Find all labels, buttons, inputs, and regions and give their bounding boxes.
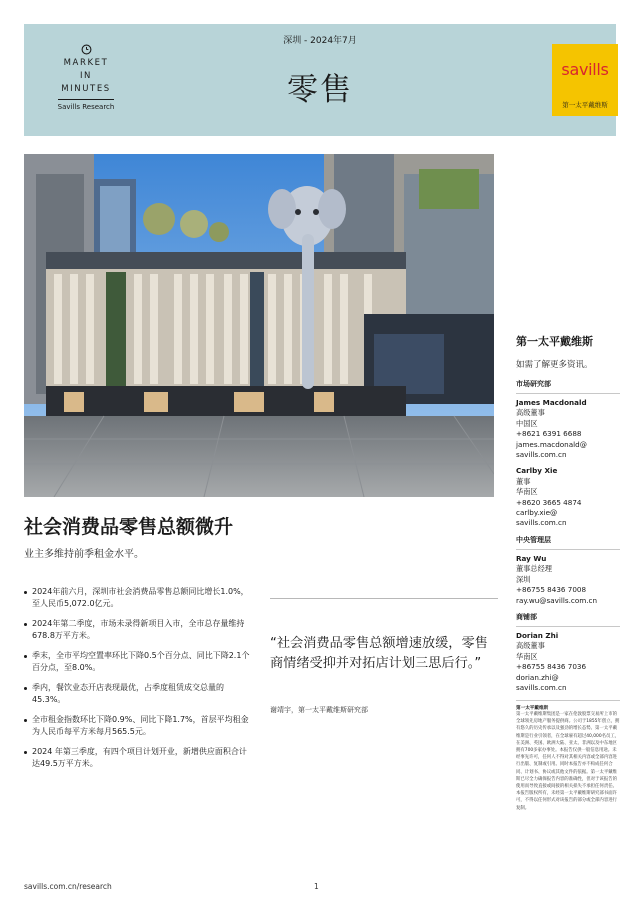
contact-phone[interactable]: +8621 6391 6688 [516,429,582,439]
contact-phone[interactable]: +8620 3665 4874 [516,497,582,507]
contact-email[interactable]: carlby.xie@ [516,508,558,518]
contact-region: 深圳 [516,574,531,584]
dept-retail: 商铺部 [516,612,620,627]
contact-name: James Macdonald [516,398,587,407]
contact-title: 高级董事 [516,408,545,418]
disclaimer-title: 第一太平戴维斯 [516,706,549,711]
report-title: 零售 [287,72,353,108]
dept-research: 市场研究部 [516,379,620,394]
page-number: 1 [314,882,319,891]
contact-phone[interactable]: +86755 8436 7036 [516,662,587,672]
contacts-sidebar [516,333,620,699]
savills-wordmark: savills [561,60,609,79]
dept-management: 中央管理层 [516,535,620,550]
logo-subtitle: Savills Research [57,103,115,111]
contact-email-domain[interactable]: savills.com.cn [516,518,567,528]
headline: 社会消费品零售总额微升 [24,516,234,538]
contacts-brand: 第一太平戴维斯 [516,335,593,348]
hero-photo [24,154,494,497]
disclaimer-text: 第一太平戴维斯集团是一家在伦敦股票交易所上市的全球领先房地产服务提供商。公司于1855年创立，拥有悠久的历史传承以及强劲的增长态势。第一太平戴维斯是行业引领者，在全球雇有超过40,000名员工，在美洲、英国、欧洲大陆、亚太、非洲以及中东地区拥有700多家办事处。本报告仅供一般信息用途。未经事先许可，任何人不得对其相关内容或全部内容进行出版、复制或引用。同时本报告亦不构成任何合同、计划书、协议或其他文件的依据。第一太平戴维斯已尽全力确保报告内容的准确性，但对于该报告的使用而导致直接或间接的相关损失不承担任何责任。本报告版权所有，未经第一太平戴维斯研究部书面许可，不得以任何形式对该报告的部分或全部内容进行复制。 [516,712,620,811]
subheadline: 业主多维持前季租金水平。 [24,549,144,560]
savills-cn-name: 第一太平戴维斯 [562,101,608,109]
contact-region: 中国区 [516,418,538,428]
contact-name: Carlby Xie [516,466,558,476]
contact-title: 董事总经理 [516,564,552,574]
contact-email[interactable]: dorian.zhi@ [516,672,559,682]
contact-region: 华南区 [516,651,538,661]
contact-email-domain[interactable]: savills.com.cn [516,450,567,460]
contact-email[interactable]: ray.wu@savills.com.cn [516,595,598,605]
contact-james-macdonald [516,398,620,460]
quote-attribution: 谢靖宇，第一太平戴维斯研究部 [270,706,368,714]
contact-title: 董事 [516,476,531,486]
bullet-item: 2024年第二季度，市场未录得新项目入市，全市总存量维持678.8万平方米。 [24,618,252,642]
more-info-text: 如需了解更多资讯。 [516,360,593,370]
bullet-item: 季末，全市平均空置率环比下降0.5个百分点、同比下降2.1个百分点，至8.0%。 [24,650,252,674]
bullet-item: 全市租金指数环比下降0.9%、同比下降1.7%，首层平均租金为人民币每平方米每月565.5元。 [24,714,252,738]
contact-phone[interactable]: +86755 8436 7008 [516,585,587,595]
bullet-item: 季内，餐饮业态开店表现最优，占季度租赁成交总量的45.3%。 [24,682,252,706]
page-footer [24,882,616,896]
location-date: 深圳 - 2024年7月 [283,36,357,46]
header-band [24,24,616,136]
footer-url[interactable]: savills.com.cn/research [24,882,112,891]
contact-region: 华南区 [516,487,538,497]
key-points-list [24,586,252,778]
contact-dorian-zhi [516,631,620,693]
contact-email-domain[interactable]: savills.com.cn [516,682,567,692]
mall-building-illustration [24,154,494,497]
pull-quote: “社会消费品零售总额增速放缓，零售商情绪受抑并对拓店计划三思后行。” [270,636,488,671]
contact-carlby-xie [516,466,620,528]
quote-divider [270,598,498,599]
logo-word-in: IN [79,71,93,81]
contact-ray-wu [516,554,620,606]
disclaimer-block [516,700,620,812]
contact-name: Dorian Zhi [516,630,559,640]
contact-name: Ray Wu [516,553,547,563]
logo-word-market: MARKET [63,58,109,68]
savills-logo [552,44,618,116]
bullet-item: 2024年前六月，深圳市社会消费品零售总额同比增长1.0%，至人民币5,072.0亿元。 [24,586,252,610]
logo-word-minutes: MINUTES [61,84,111,94]
contact-title: 高级董事 [516,641,545,651]
bullet-item: 2024 年第三季度，有四个项目计划开业，新增供应面积合计达49.5万平方米。 [24,746,252,770]
contact-email[interactable]: james.macdonald@ [516,439,587,449]
